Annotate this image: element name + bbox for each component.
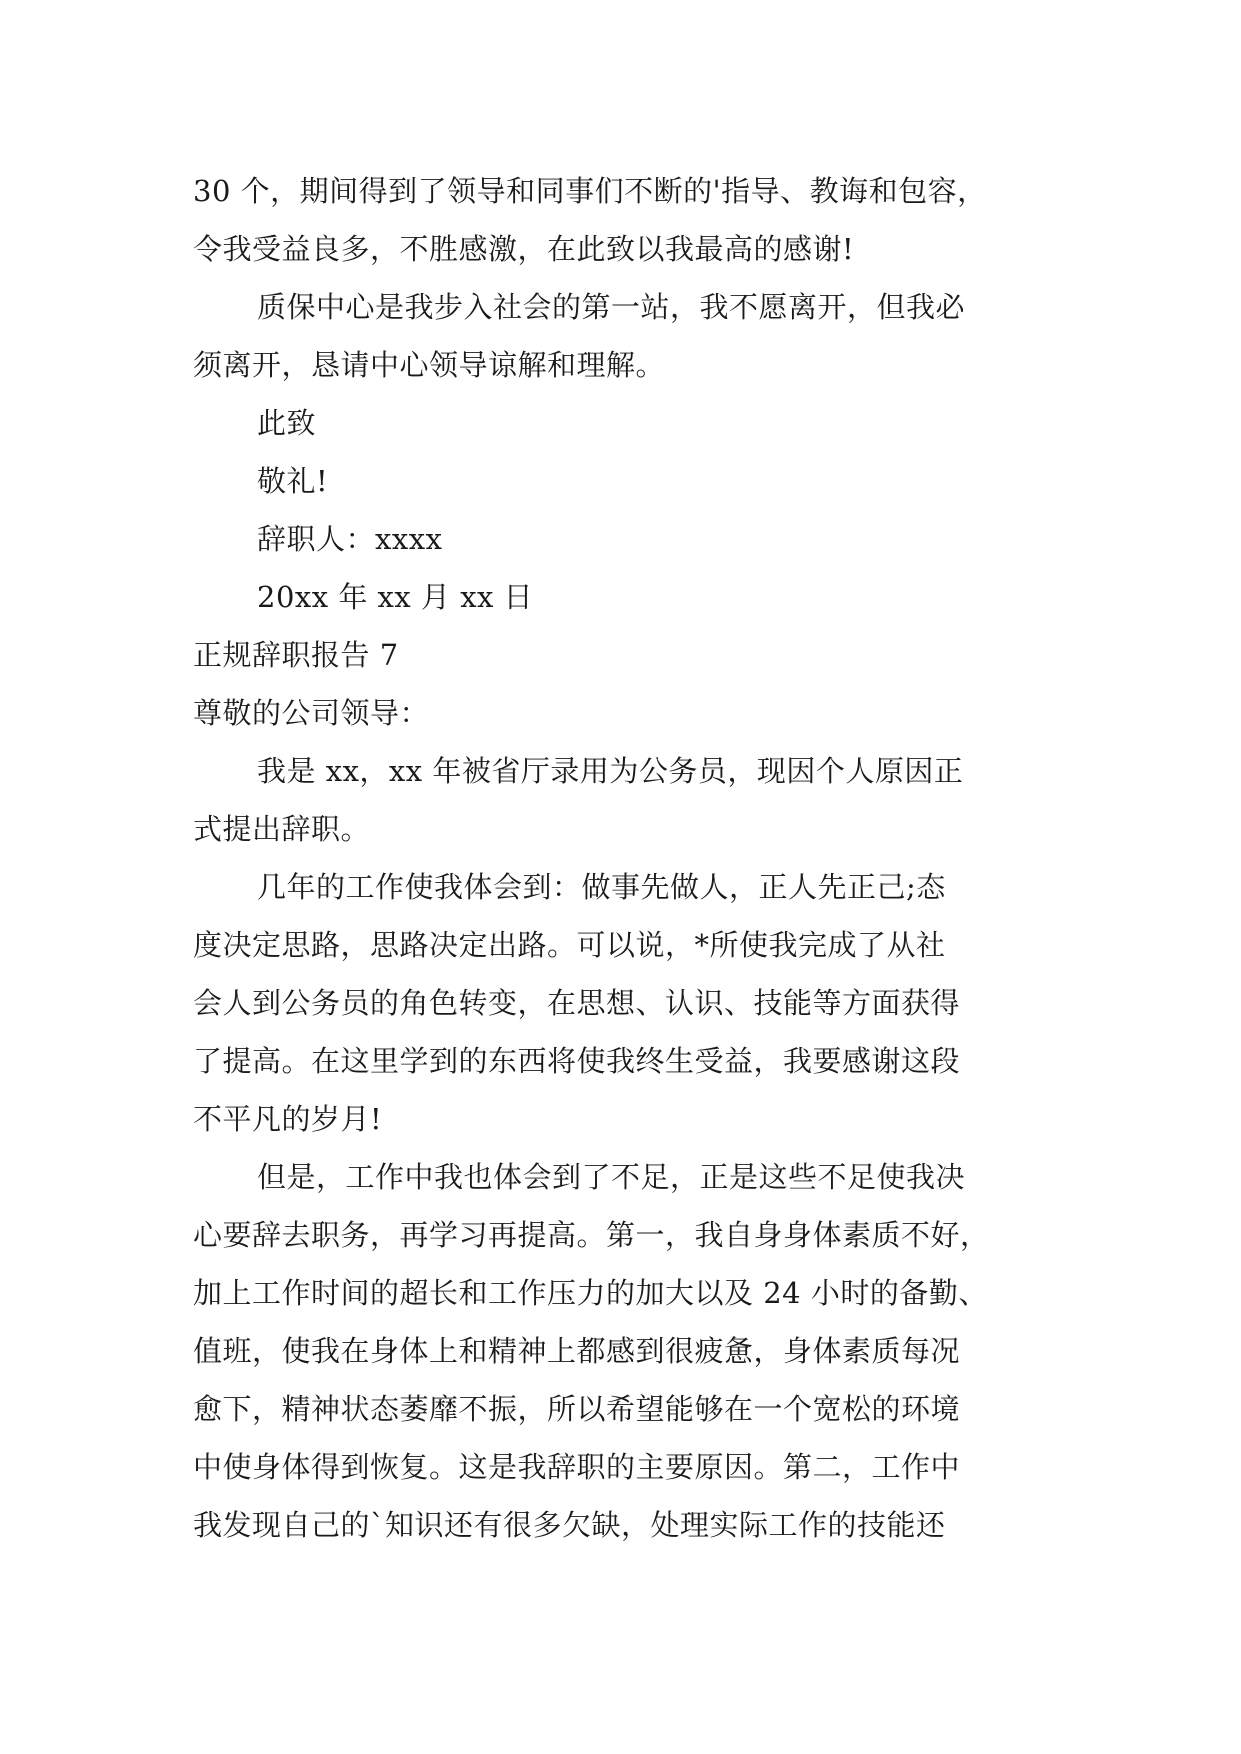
- text-line: 心要辞去职务，再学习再提高。第一，我自身身体素质不好，: [193, 1218, 990, 1252]
- paragraph-experience: [193, 858, 1053, 1148]
- text-line: 须离开，恳请中心领导谅解和理解。: [193, 348, 666, 382]
- text-line: 我是 xx，xx 年被省厅录用为公务员，现因个人原因正: [257, 754, 964, 788]
- text-line: 式提出辞职。: [193, 812, 371, 846]
- section-title: [193, 626, 1053, 684]
- text-line: 正规辞职报告 7: [193, 638, 399, 672]
- document-body: [193, 162, 1053, 1554]
- paragraph-gratitude: [193, 162, 1053, 278]
- paragraph-intro: [193, 742, 1053, 858]
- text-line: 加上工作时间的超长和工作压力的加大以及 24 小时的备勤、: [193, 1276, 988, 1310]
- closing-regards: [193, 452, 1053, 510]
- paragraph-first-station: [193, 278, 1053, 394]
- closing-salutation: [193, 394, 1053, 452]
- text-line: 值班，使我在身体上和精神上都感到很疲惫，身体素质每况: [193, 1334, 961, 1368]
- text-line: 了提高。在这里学到的东西将使我终生受益，我要感谢这段: [193, 1044, 961, 1078]
- text-line: 度决定思路，思路决定出路。可以说，*所使我完成了从社: [193, 928, 946, 962]
- text-line: 令我受益良多，不胜感激，在此致以我最高的感谢!: [193, 232, 855, 266]
- signature-line: [193, 510, 1053, 568]
- greeting: [193, 684, 1053, 742]
- text-line: 20xx 年 xx 月 xx 日: [257, 580, 534, 614]
- text-line: 但是，工作中我也体会到了不足，正是这些不足使我决: [257, 1160, 966, 1194]
- text-line: 不平凡的岁月!: [193, 1102, 383, 1136]
- text-line: 愈下，精神状态萎靡不振，所以希望能够在一个宽松的环境: [193, 1392, 961, 1426]
- text-line: 30 个，期间得到了领导和同事们不断的'指导、教诲和包容，: [193, 174, 987, 208]
- date-line: [193, 568, 1053, 626]
- paragraph-reasons: [193, 1148, 1053, 1554]
- text-line: 我发现自己的`知识还有很多欠缺，处理实际工作的技能还: [193, 1508, 946, 1542]
- text-line: 尊敬的公司领导：: [193, 696, 430, 730]
- text-line: 辞职人：xxxx: [257, 522, 443, 556]
- text-line: 质保中心是我步入社会的第一站，我不愿离开，但我必: [257, 290, 966, 324]
- text-line: 此致: [257, 406, 317, 440]
- text-line: 敬礼!: [257, 464, 329, 498]
- text-line: 几年的工作使我体会到：做事先做人，正人先正己;态: [257, 870, 946, 904]
- text-line: 中使身体得到恢复。这是我辞职的主要原因。第二，工作中: [193, 1450, 961, 1484]
- text-line: 会人到公务员的角色转变，在思想、认识、技能等方面获得: [193, 986, 961, 1020]
